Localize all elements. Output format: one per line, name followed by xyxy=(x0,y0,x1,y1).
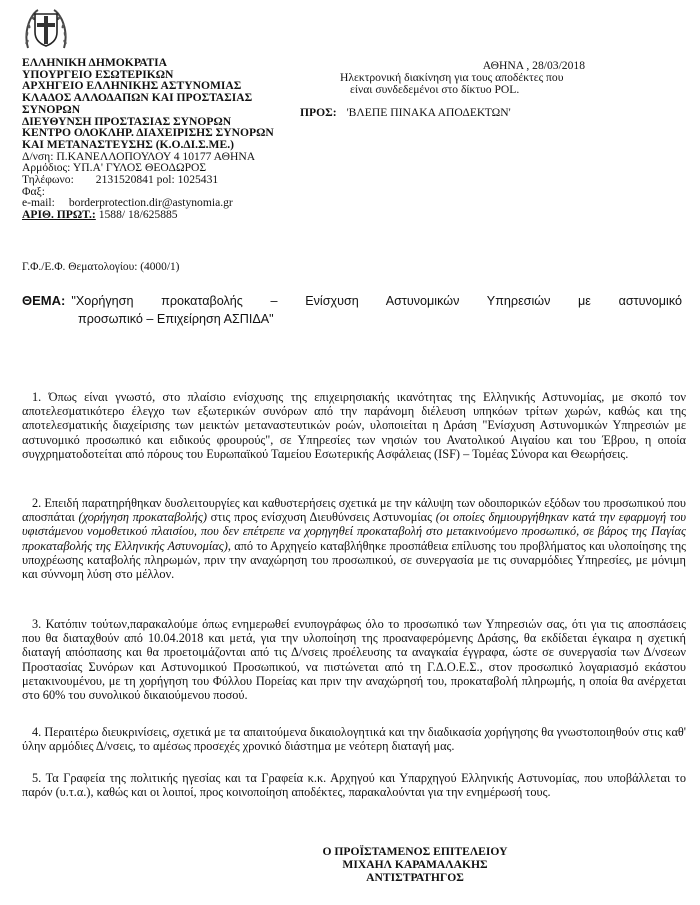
sender-address: Δ/νση: Π.ΚΑΝΕΛΛΟΠΟΥΛΟΥ 4 10177 ΑΘΗΝΑ xyxy=(22,149,256,163)
distribution-notice-line: Ηλεκτρονική διακίνηση για τους αποδέκτες που xyxy=(340,71,564,84)
phone-value: 2131520841 pol: 1025431 xyxy=(95,173,219,187)
paragraph-4 xyxy=(22,725,686,753)
paragraph-1 xyxy=(22,390,686,461)
paragraph-text: 2. Επειδή παρατηρήθηκαν δυσλειτουργίες και καθυστερήσεις σχετικά με την κάλυψη των οδοιπορικών εξόδων του προσωπικού που αποσπάται xyxy=(22,496,686,525)
signatory-rank: ΑΝΤΙΣΤΡΑΤΗΓΟΣ xyxy=(366,871,464,884)
sender-line: ΚΑΙ ΜΕΤΑΝΑΣΤΕΥΣΗΣ (Κ.Ο.ΔΙ.Σ.ΜΕ.) xyxy=(22,137,234,151)
subject-line: προσωπικό – Επιχείρηση ΑΣΠΙΔΑ" xyxy=(78,312,274,326)
protocol-number xyxy=(22,209,292,221)
paragraph-italic: (χορήγηση προκαταβολής) xyxy=(78,510,207,525)
file-code: Γ.Φ./Ε.Φ. Θεματολογίου: (4000/1) xyxy=(22,261,180,273)
email-value: borderprotection.dir@astynomia.gr xyxy=(68,196,233,210)
email-label: e-mail: xyxy=(22,196,55,210)
sender-line: ΚΕΝΤΡΟ ΟΛΟΚΛΗΡ. ΔΙΑΧΕΙΡΙΣΗΣ ΣΥΝΟΡΩΝ xyxy=(22,126,274,140)
subject-label: ΘΕΜΑ: xyxy=(22,293,66,308)
sender-line: ΑΡΧΗΓΕΙΟ ΕΛΛΗΝΙΚΗΣ ΑΣΤΥΝΟΜΙΑΣ xyxy=(22,79,242,93)
phone-label: Τηλέφωνο: xyxy=(22,173,74,187)
protocol-value: 1588/ 18/625885 xyxy=(98,208,178,222)
protocol-label: ΑΡΙΘ. ΠΡΩΤ.: xyxy=(22,208,96,222)
sender-line: ΚΛΑΔΟΣ ΑΛΛΟΔΑΠΩΝ ΚΑΙ ΠΡΟΣΤΑΣΙΑΣ xyxy=(22,91,253,105)
paragraph-5 xyxy=(22,771,686,799)
sender-responsible: Αρμόδιος: ΥΠ.Α' ΓΥΛΟΣ ΘΕΟΔΩΡΟΣ xyxy=(22,161,207,175)
hellenic-coat-of-arms-icon xyxy=(22,4,70,50)
sender-line: ΕΛΛΗΝΙΚΗ ΔΗΜΟΚΡΑΤΙΑ xyxy=(22,56,168,69)
signature-block xyxy=(270,845,560,884)
recipient-line xyxy=(300,106,511,119)
paragraph-2 xyxy=(22,496,686,581)
paragraph-text: 3. Κατόπιν τούτων,παρακαλούμε όπως ενημερωθεί ενυπογράφως όλο το προσωπικό των Υπηρεσιών σας, ότι για τις αποσπάσεις που θα διαταχθούν από 10.04.2018 και μετά, για την υλοποίηση της προαναφερόμενης Δράσης, θα εκδίδεται έγκαιρα η σχετική διαταγή απόσπασης και θα προετοιμάζονται από τις Δ/νσεις προέλευσης τα αναγκαία έγγραφα, ώστε σε συνεργασία των Δ/νσεων Προστασίας Συνόρων και Αστυνομικού Προσωπικού, να πιστώνεται από τη Γ.Δ.Ο.Ε.Σ., στον προσωπικό λογαριασμό εκάστου μετακινουμένου, με τη χορήγηση του Φύλλου Πορείας και πριν την αναχώρησή του, προκαταβολή πληρωμής, η οποία θα ανέρχεται στο 60% του συνολικού δικαιούμενου ποσού. xyxy=(22,617,686,703)
sender-line: ΥΠΟΥΡΓΕΙΟ ΕΣΩΤΕΡΙΚΩΝ xyxy=(22,67,174,81)
paragraph-3 xyxy=(22,617,686,702)
paragraph-text: 4. Περαιτέρω διευκρινίσεις, σχετικά με τα απαιτούμενα δικαιολογητικά και την διαδικασία χορήγησης θα γνωστοποιηθούν στις καθ' ύλην αρμόδιες Δ/νσεις, το αμέσως προσεχές χρονικό διάστημα με νεότερη διαταγή μας. xyxy=(22,725,686,754)
sender-line: ΔΙΕΥΘΥΝΣΗ ΠΡΟΣΤΑΣΙΑΣ ΣΥΝΟΡΩΝ xyxy=(22,114,232,128)
to-value: 'ΒΛΕΠΕ ΠΙΝΑΚΑ ΑΠΟΔΕΚΤΩΝ' xyxy=(346,106,511,119)
signatory-title: Ο ΠΡΟΪΣΤΑΜΕΝΟΣ ΕΠΙΤΕΛΕΙΟΥ xyxy=(322,845,508,858)
subject-line: "Χορήγηση προκαταβολής – Ενίσχυση Αστυνομικών Υπηρεσιών με αστυνομικό xyxy=(71,294,682,308)
to-label: ΠΡΟΣ: xyxy=(300,106,337,119)
paragraph-text: στις προς ενίσχυση Διευθύνσεις Αστυνομίας xyxy=(206,510,436,525)
paragraph-italic: (οι οποίες δημιουργήθηκαν κατά την εφαρμογή του υφιστάμενου νομοθετικού πλαισίου, που δεν επέτρεπε να χορηγηθεί προκαταβολή στο μετακινούμενο προσωπικό, σε βάρος της Παγίας προκαταβολής της Ελληνικής Αστυνομίας) xyxy=(22,510,686,553)
sender-phone xyxy=(22,174,292,186)
sender-line: ΣΥΝΟΡΩΝ xyxy=(22,102,81,116)
date-block xyxy=(340,60,585,96)
distribution-notice-line: είναι συνδεδεμένοι στο δίκτυο POL. xyxy=(350,83,520,96)
subject-block xyxy=(22,292,682,328)
paragraph-text: , από το Αρχηγείο καταβλήθηκε προσπάθεια επίλυσης του προβλήματος και υλοποίησης της υποχρέωσης καταβολής πληρωμών, πριν την αναχώρηση του προσωπικού, σε συνεργασία με τις συναρμόδιες Υπηρεσίες, με μόνιμη και σύννομη λύση στο μέλλον. xyxy=(22,538,686,582)
document-date: ΑΘΗΝΑ , 28/03/2018 xyxy=(482,59,585,72)
fax-label: Φαξ: xyxy=(22,184,45,198)
paragraph-text: 5. Τα Γραφεία της πολιτικής ηγεσίας και τα Γραφεία κ.κ. Αρχηγού και Υπαρχηγού Ελληνικής Αστυνομίας, που υποβάλλεται το παρόν (υ.τ.α.), καθώς και οι λοιποί, προς κοινοποίηση αποδέκτες, παρακαλούνται για την ενημέρωσή τους. xyxy=(22,771,686,800)
paragraph-text: 1. Όπως είναι γνωστό, στο πλαίσιο ενίσχυσης της επιχειρησιακής ικανότητας της Ελληνικής Αστυνομίας, με σκοπό τον αποτελεσματικότερο έλεγχο των εξωτερικών συνόρων από την παράνομη διέλευση υπηκόων τρίτων χωρών, καθώς και της αποτελεσματικής διαχείρισης των μεικτών μεταναστευτικών ροών, υλοποιείται η Δράση "Ενίσχυση Αστυνομικών Υπηρεσιών με αστυνομικό προσωπικό και ειδικούς φρουρούς", σε Υπηρεσίες των νησιών του Ανατολικού Αιγαίου και του Έβρου, η οποία συγχρηματοδοτείται από πόρους του Ευρωπαϊκού Ταμείου Εσωτερικής Ασφάλειας (ISF) – Τομέας Σύνορα και Θεωρήσεις. xyxy=(22,390,686,461)
signatory-name: ΜΙΧΑΗΛ ΚΑΡΑΜΑΛΑΚΗΣ xyxy=(342,858,488,871)
sender-block xyxy=(22,57,292,221)
